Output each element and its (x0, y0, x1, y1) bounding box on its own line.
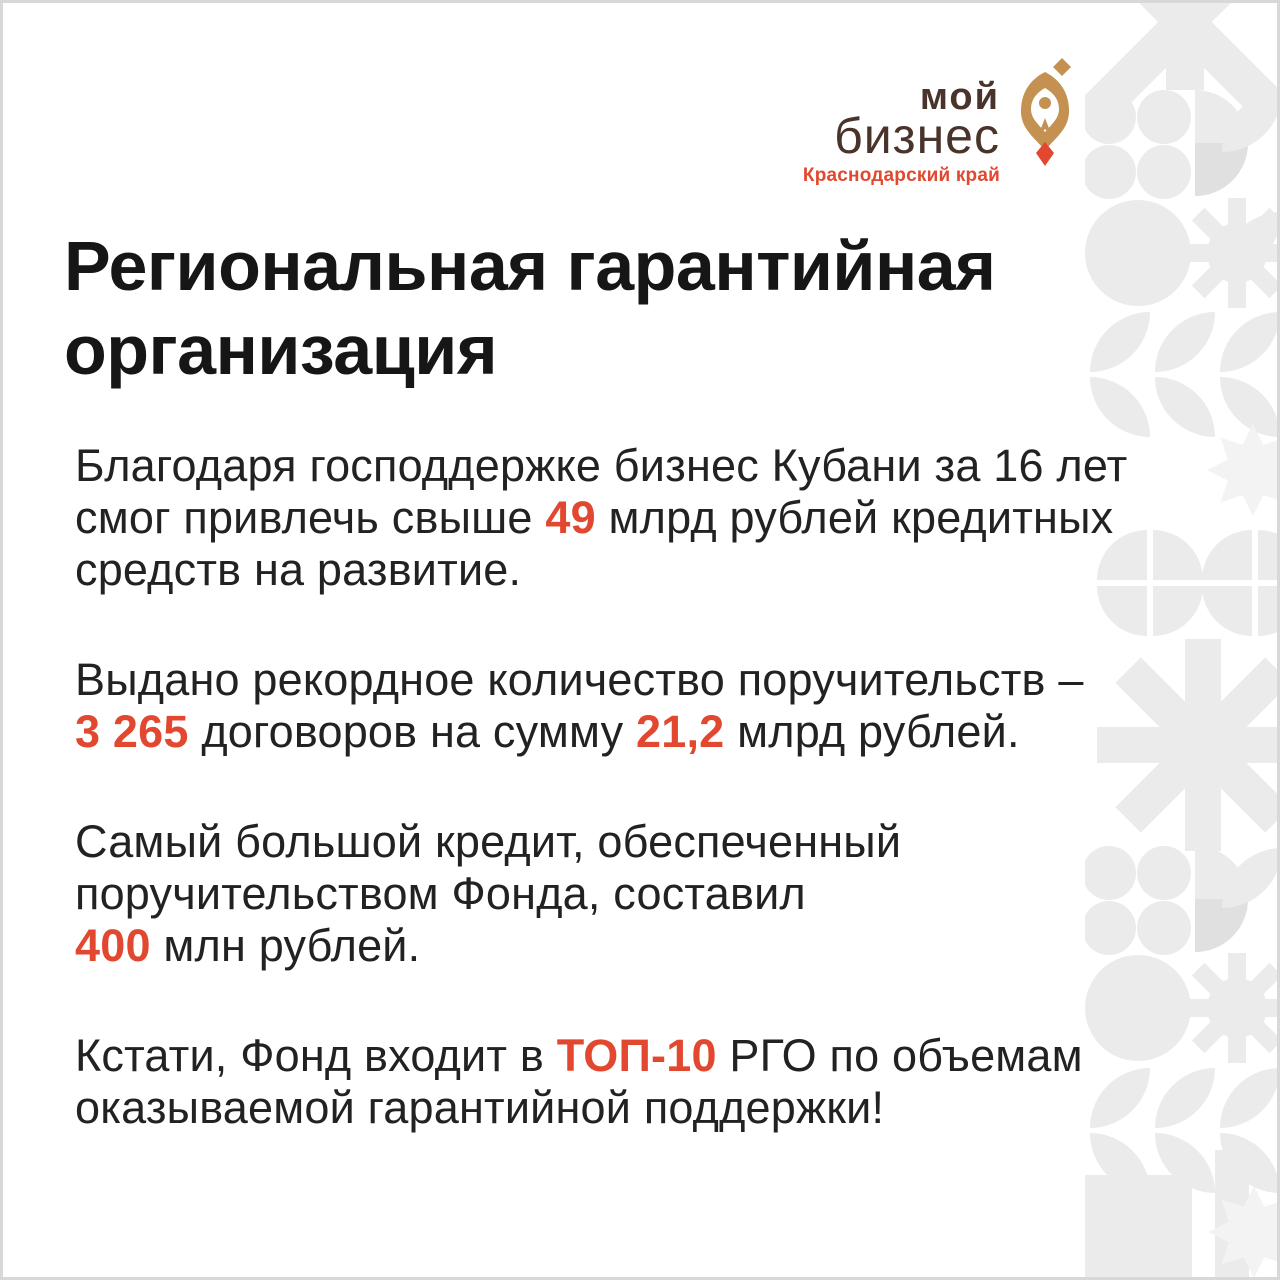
highlight-value: 49 (545, 492, 596, 543)
highlight-value: 21,2 (636, 706, 725, 757)
body-text: млн рублей. (150, 920, 421, 971)
body-text: РГО по объемам (716, 1030, 1083, 1081)
paragraph-guarantees-count (64, 654, 1220, 758)
highlight-value: 400 (75, 920, 151, 971)
paragraph-largest-credit (64, 816, 1220, 972)
square-shape (1085, 1175, 1192, 1280)
body-text: Кстати, Фонд входит в (75, 1030, 557, 1081)
body-text: Самый большой кредит, обеспеченный (75, 816, 902, 867)
body-text: млрд рублей кредитных (595, 492, 1114, 543)
page-title-line2: организация (64, 311, 498, 389)
page-title (64, 224, 1220, 392)
brand-region-label: Краснодарский край (802, 165, 1000, 186)
highlight-value: ТОП-10 (556, 1030, 717, 1081)
brand-logo-text (803, 78, 1000, 185)
body-text: договоров на сумму (188, 706, 637, 757)
flame-icon (1036, 142, 1054, 166)
paragraph-credit-funds (64, 440, 1220, 596)
brand-name-top: мой (919, 76, 1000, 118)
rocket-pin-icon (1012, 56, 1078, 168)
body-text: средств на развитие. (75, 544, 522, 595)
paragraph-top10 (64, 1030, 1220, 1134)
body-text: Благодаря господдержке бизнес Кубани за 16 лет (75, 440, 1128, 491)
body-text: смог привлечь свыше (75, 492, 546, 543)
brand-name-bottom: бизнес (834, 108, 1000, 164)
body-text: поручительством Фонда, составил (75, 868, 806, 919)
highlight-value: 3 265 (75, 706, 189, 757)
body-text: Выдано рекордное количество поручительств – (75, 654, 1084, 705)
body-text: оказываемой гарантийной поддержки! (75, 1082, 885, 1133)
spark-diamond-icon (1053, 58, 1071, 76)
body-text: млрд рублей. (724, 706, 1020, 757)
page-title-line1: Региональная гарантийная (64, 227, 996, 305)
brand-logo (64, 56, 1220, 186)
